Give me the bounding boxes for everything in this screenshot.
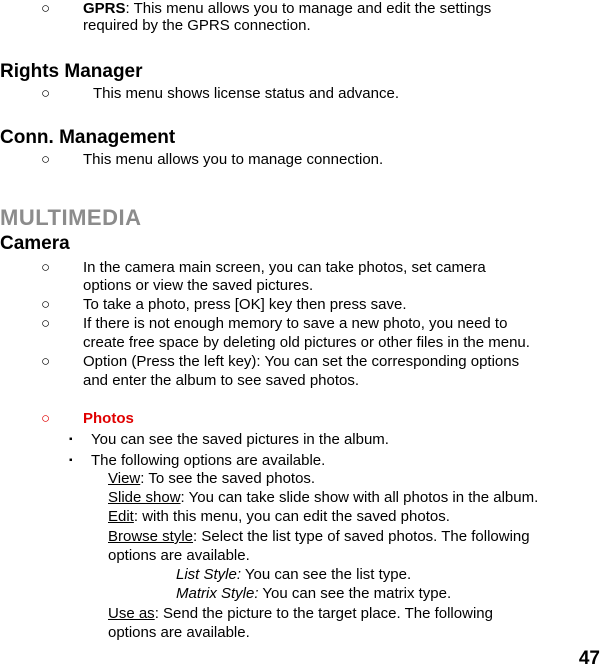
option-slide-show-text: : You can take slide show with all photos in the album. (180, 489, 539, 506)
option-use-as-line-2: options are available. (108, 624, 250, 641)
camera-item-1-line-2: options or view the saved pictures. (83, 277, 314, 294)
option-browse-style-line-2: options are available. (108, 547, 250, 564)
option-use-as-term: Use as (108, 605, 155, 622)
option-use-as (108, 604, 493, 623)
conn-management-text: This menu allows you to manage connection. (83, 151, 384, 168)
bullet-circle-red: ○ (41, 410, 51, 427)
bullet-square: ▪ (69, 455, 73, 466)
bullet-circle: ○ (41, 353, 51, 370)
option-list-style (176, 565, 411, 584)
bullet-circle: ○ (41, 315, 51, 332)
option-slide-show (108, 488, 538, 507)
photos-heading: Photos (83, 410, 134, 427)
option-use-as-text: : Send the picture to the target place. The following (154, 605, 493, 622)
bullet-square: ▪ (69, 434, 73, 445)
camera-item-3-line-2: create free space by deleting old pictures or other files in the menu. (83, 334, 530, 351)
camera-item-1-line-1: In the camera main screen, you can take photos, set camera (83, 259, 486, 276)
option-edit (108, 507, 450, 526)
bullet-circle: ○ (41, 296, 51, 313)
page-number: 47 (578, 648, 600, 669)
option-matrix-style-text: You can see the matrix type. (258, 585, 452, 602)
rights-manager-text: This menu shows license status and advance. (93, 85, 399, 102)
photos-bullet-2: The following options are available. (91, 452, 326, 469)
option-edit-term: Edit (108, 508, 134, 525)
option-browse-style (108, 527, 530, 546)
rights-manager-heading: Rights Manager (0, 61, 143, 82)
option-edit-text: : with this menu, you can edit the saved photos. (133, 508, 450, 525)
conn-management-heading: Conn. Management (0, 127, 176, 148)
bullet-circle: ○ (41, 85, 51, 102)
camera-item-4-line-2: and enter the album to see saved photos. (83, 372, 360, 389)
option-browse-style-term: Browse style (108, 528, 194, 545)
photos-bullet-1: You can see the saved pictures in the album. (91, 431, 389, 448)
bullet-circle: ○ (41, 259, 51, 276)
camera-item-2: To take a photo, press [OK] key then press save. (83, 296, 407, 313)
camera-heading: Camera (0, 233, 70, 254)
camera-item-4-line-1: Option (Press the left key): You can set the corresponding options (83, 353, 520, 370)
camera-item-3-line-1: If there is not enough memory to save a new photo, you need to (83, 315, 508, 332)
gprs-text: : This menu allows you to manage and edit the settings (125, 0, 492, 17)
gprs-term: GPRS (83, 0, 126, 17)
option-list-style-text: You can see the list type. (241, 566, 412, 583)
option-matrix-style-term: Matrix Style: (176, 585, 259, 602)
option-browse-style-text: : Select the list type of saved photos. The following (193, 528, 530, 545)
bullet-circle: ○ (41, 151, 51, 168)
section-title: MULTIMEDIA (0, 205, 142, 230)
gprs-line-2: required by the GPRS connection. (83, 17, 311, 34)
option-list-style-term: List Style: (176, 566, 242, 583)
option-view-text: : To see the saved photos. (140, 470, 316, 487)
bullet-circle: ○ (41, 0, 51, 17)
option-view-term: View (108, 470, 141, 487)
option-matrix-style (176, 584, 451, 603)
option-view (108, 469, 315, 488)
option-slide-show-term: Slide show (108, 489, 181, 506)
